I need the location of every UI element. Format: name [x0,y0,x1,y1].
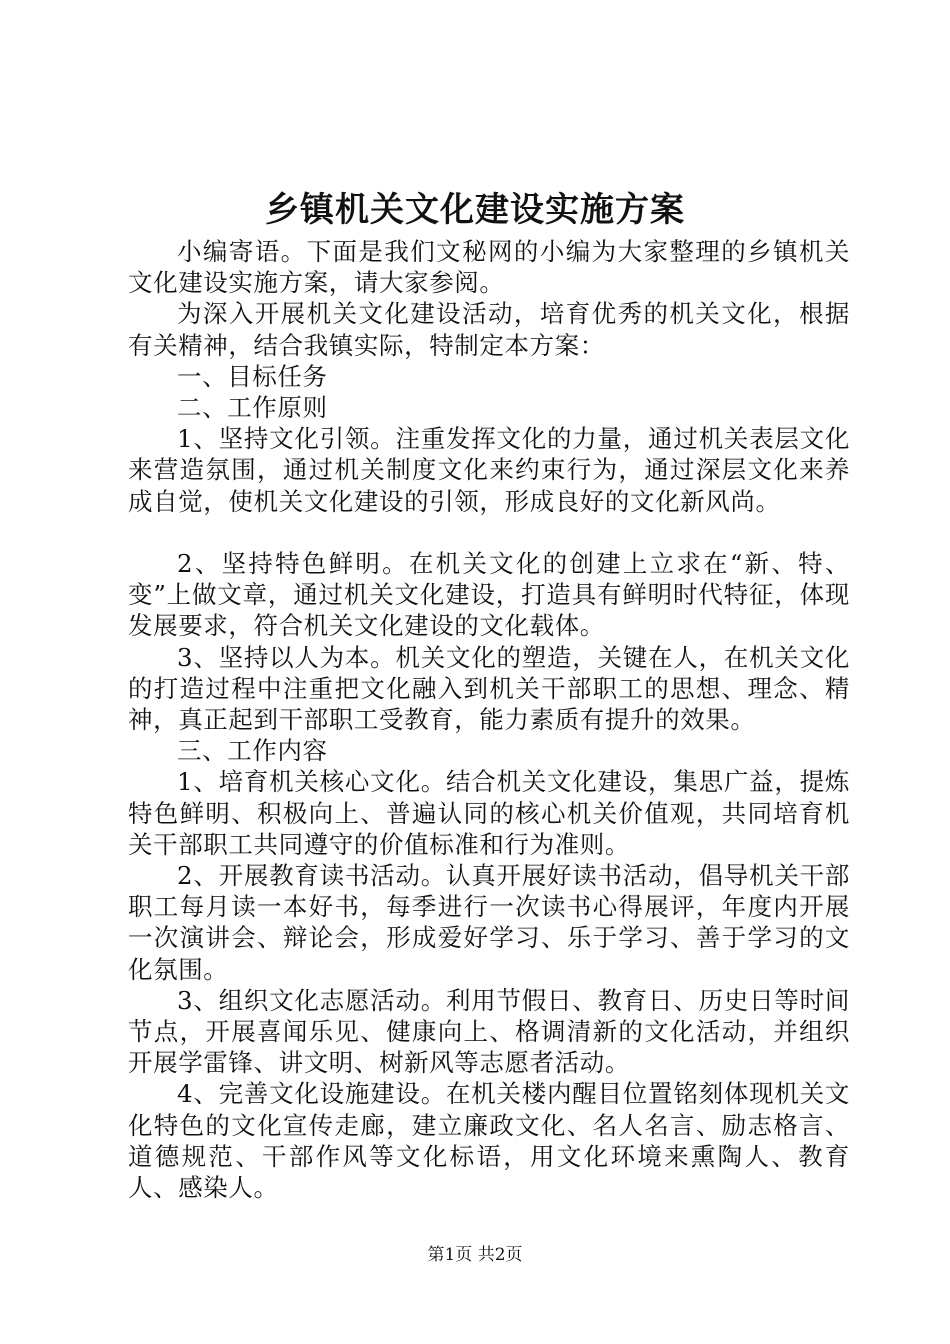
paragraph-intro: 小编寄语。下面是我们文秘网的小编为大家整理的乡镇机关文化建设实施方案，请大家参阅。 [128,237,850,298]
content-2: 2、开展教育读书活动。认真开展好读书活动，倡导机关干部职工每月读一本好书，每季进行一次读书心得展评，年度内开展一次演讲会、辩论会，形成爱好学习、乐于学习、善于学习的文化氛围。 [128,861,850,984]
content-4: 4、完善文化设施建设。在机关楼内醒目位置铭刻体现机关文化特色的文化宣传走廊，建立廉政文化、名人名言、励志格言、道德规范、干部作风等文化标语，用文化环境来熏陶人、教育人、感染人。 [128,1079,850,1203]
content-3: 3、组织文化志愿活动。利用节假日、教育日、历史日等时间节点，开展喜闻乐见、健康向上、格调清新的文化活动，并组织开展学雷锋、讲文明、树新风等志愿者活动。 [128,985,850,1078]
principle-1: 1、坚持文化引领。注重发挥文化的力量，通过机关表层文化来营造氛围，通过机关制度文化来约束行为，通过深层文化来养成自觉，使机关文化建设的引领，形成良好的文化新风尚。 [128,424,850,516]
document-title: 乡镇机关文化建设实施方案 [265,190,685,230]
document-body [128,236,850,1203]
page-number: 第1页 共2页 [427,1245,523,1265]
heading-goals: 一、目标任务 [177,361,328,391]
heading-content: 三、工作内容 [177,736,328,766]
principle-2: 2、坚持特色鲜明。在机关文化的创建上立求在“新、特、变”上做文章，通过机关文化建设，打造具有鲜明时代特征，体现发展要求，符合机关文化建设的文化载体。 [128,549,850,641]
heading-principles: 二、工作原则 [177,393,328,423]
principle-3: 3、坚持以人为本。机关文化的塑造，关键在人，在机关文化的打造过程中注重把文化融入到机关干部职工的思想、理念、精神，真正起到干部职工受教育，能力素质有提升的效果。 [128,642,850,735]
paragraph-purpose: 为深入开展机关文化建设活动，培育优秀的机关文化，根据有关精神，结合我镇实际，特制定本方案： [128,299,850,360]
content-1: 1、培育机关核心文化。结合机关文化建设，集思广益，提炼特色鲜明、积极向上、普遍认同的核心机关价值观，共同培育机关干部职工共同遵守的价值标准和行为准则。 [128,767,850,859]
